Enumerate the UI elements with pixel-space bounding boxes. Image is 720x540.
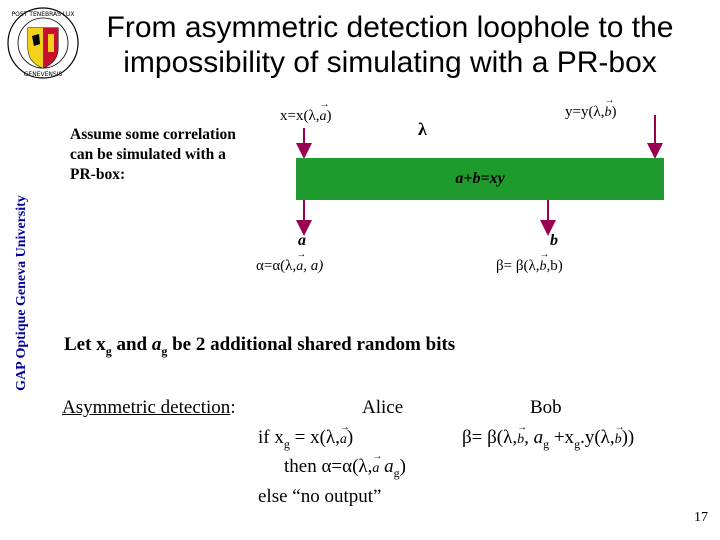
pr-box-label: a+b=xy	[455, 170, 505, 187]
slide-title: From asymmetric detection loophole to the impossibility of simulating with a PR-box	[106, 11, 674, 79]
page-number: 17	[694, 510, 708, 525]
alice-else-line: else “no output”	[258, 486, 382, 507]
beta-equation: β= β(λ,→ b,b)	[496, 258, 563, 275]
alice-label: Alice	[362, 397, 404, 418]
x-input-label: x=x(λ,→ a)	[280, 108, 331, 125]
bob-label: Bob	[530, 397, 562, 418]
alpha-equation: α=α(λ,→ a, a)	[256, 258, 323, 275]
lambda-label: λ	[418, 119, 427, 139]
university-seal-logo	[6, 6, 80, 80]
assumption-text: Assume some correlation can be simulated with a PR-box:	[70, 126, 236, 183]
svg-text:GENEVENSIS: GENEVENSIS	[23, 71, 63, 78]
shared-bits-text: Let $x_g$ and $a_g$ be 2 additional shared random bits	[64, 334, 456, 358]
alice-if-line: if $x_g = x(\lambda,\to a)$	[258, 427, 353, 452]
svg-text:POST TENEBRAS LUX: POST TENEBRAS LUX	[11, 11, 75, 18]
protocol-heading: Asymmetric detection:	[62, 397, 236, 418]
b-output-label: b	[550, 232, 558, 249]
y-input-label: y=y(λ,→ b)	[565, 104, 616, 121]
side-affiliation-label: GAP Optique Geneva University	[14, 195, 29, 391]
bob-output-line: β= β(λ,→ b, $a_g +x_g.y(\lambda,\to b)$)	[462, 427, 634, 452]
a-output-label: a	[298, 232, 306, 249]
alice-then-line: then α=α(λ,→ a $a_g$)	[284, 456, 406, 481]
